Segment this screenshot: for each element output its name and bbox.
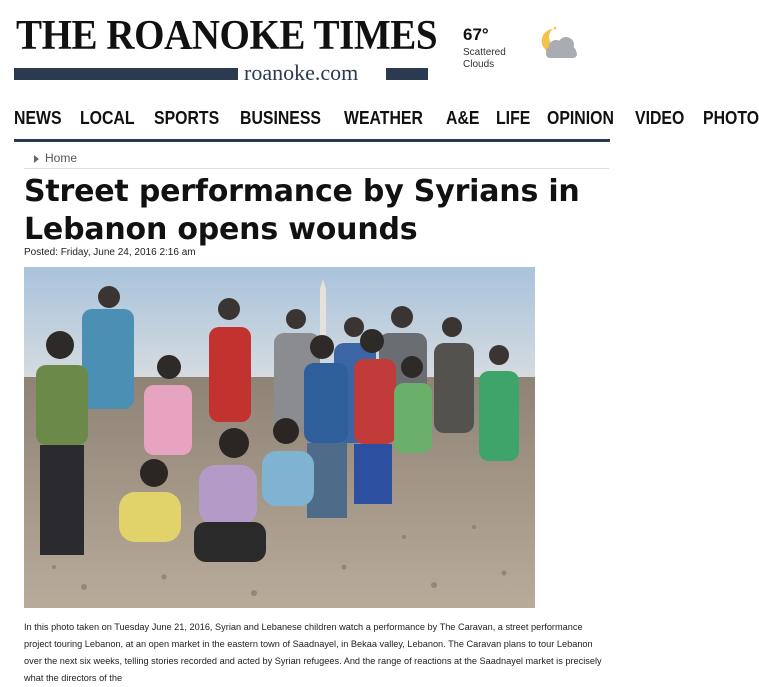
article-photo[interactable] <box>24 267 535 608</box>
site-logo[interactable] <box>14 10 438 85</box>
breadcrumb-arrow-icon <box>34 155 39 163</box>
logo-url: roanoke.com <box>244 60 359 85</box>
nav-business[interactable]: BUSINESS <box>240 108 322 128</box>
logo-rule-left <box>14 68 238 80</box>
breadcrumb-home-link[interactable]: Home <box>45 151 78 165</box>
weather-widget[interactable] <box>463 25 603 75</box>
partly-cloudy-night-icon <box>535 23 585 63</box>
masthead <box>0 0 609 100</box>
article-headline: Street performance by Syrians in Lebanon opens wounds <box>24 174 580 247</box>
photo-caption: In this photo taken on Tuesday June 21, 2016, Syrian and Lebanese children watch a performance by The Caravan, a street performance project touring Lebanon, at an open market in the eastern town of Saadnayel, in Bekaa valley, Lebanon. The Caravan plans to tour Lebanon over the next six weeks, telling stories recorded and acted by Syrian refugees. And the range of reactions at the Saadnayel market is precisely what the directors of the <box>24 622 602 683</box>
nav-video[interactable]: VIDEO <box>634 108 685 128</box>
nav-weather[interactable]: WEATHER <box>344 108 423 128</box>
logo-rule-right <box>386 68 428 80</box>
article-posted-date: Posted: Friday, June 24, 2016 2:16 am <box>24 247 196 258</box>
nav-divider <box>14 139 610 142</box>
photo-illustration <box>24 267 535 608</box>
nav-local[interactable]: LOCAL <box>80 108 135 128</box>
nav-news[interactable]: NEWS <box>14 108 62 128</box>
nav-ae[interactable]: A&E <box>445 108 480 128</box>
main-nav <box>14 104 759 132</box>
nav-opinion[interactable]: OPINION <box>546 108 614 128</box>
nav-sports[interactable]: SPORTS <box>154 108 220 128</box>
logo-title: THE ROANOKE TIMES <box>16 13 438 59</box>
nav-photo[interactable]: PHOTO <box>702 108 759 128</box>
weather-temp: 67° <box>463 25 489 44</box>
weather-condition: Scattered Clouds <box>463 47 506 70</box>
breadcrumb-divider <box>24 168 609 169</box>
nav-life[interactable]: LIFE <box>495 108 531 128</box>
